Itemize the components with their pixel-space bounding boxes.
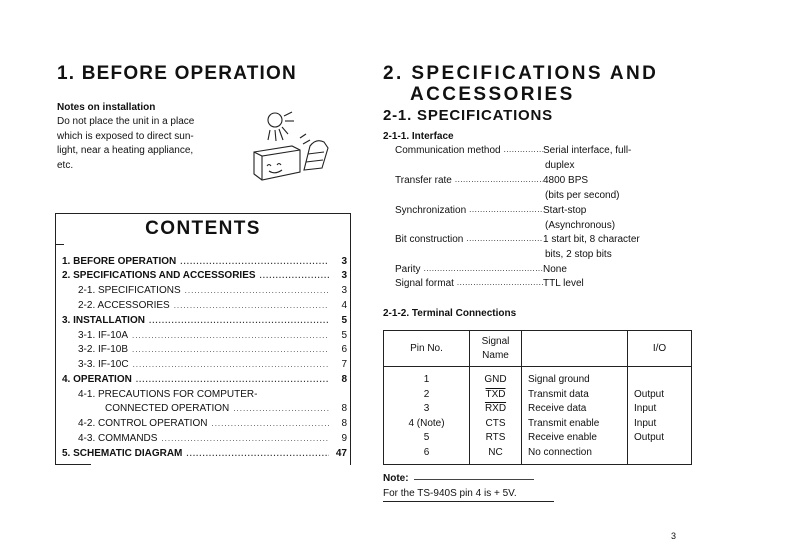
- heading-accessories-line: ACCESSORIES: [410, 84, 575, 105]
- toc-page: 47: [335, 448, 347, 459]
- heading-specifications-accessories: 2. SPECIFICATIONS AND: [383, 63, 659, 84]
- contents-bottom-rule: [55, 464, 91, 465]
- spec-value-cont: duplex: [545, 160, 575, 171]
- spec-bit-construction: [395, 234, 683, 245]
- toc-item-operation[interactable]: [62, 374, 347, 388]
- table-cell-description: Transmit data: [528, 388, 589, 400]
- spec-transfer-rate: [395, 175, 683, 186]
- toc-label: 3. INSTALLATION: [62, 315, 145, 326]
- notes-line: light, near a heating appliance,: [57, 145, 194, 156]
- table-cell-signal: $\overline{RXD}$: [484, 403, 507, 415]
- spec-value-cont: (bits per second): [545, 190, 620, 201]
- table-cell-description: No connection: [528, 446, 592, 458]
- spec-label: Transfer rate: [395, 175, 452, 186]
- toc-label: 4. OPERATION: [62, 374, 132, 385]
- iron-icon: [304, 141, 328, 170]
- subheading-specifications: 2-1. SPECIFICATIONS: [383, 107, 553, 124]
- spec-signal-format: [395, 278, 683, 289]
- toc-label: 2-2. ACCESSORIES: [78, 300, 170, 311]
- terminal-connections-table: [383, 330, 692, 465]
- table-cell-signal: NC: [488, 446, 503, 458]
- table-cell-signal: CTS: [485, 417, 506, 429]
- notes-line: which is exposed to direct sun-: [57, 130, 194, 142]
- table-cell-description: Transmit enable: [528, 417, 600, 429]
- table-header-pin: Pin No.: [384, 331, 470, 367]
- spec-label: Signal format: [395, 278, 454, 289]
- table-cell-description: Receive data: [528, 403, 587, 415]
- toc-page: 6: [341, 344, 347, 355]
- toc-item-precautions[interactable]: [78, 389, 347, 403]
- toc-label: 4-3. COMMANDS: [78, 433, 158, 444]
- table-cell-description: Receive enable: [528, 432, 597, 444]
- contents-rule: [55, 244, 64, 245]
- spec-label: Synchronization: [395, 205, 467, 216]
- table-cell-pin: 3: [423, 403, 430, 415]
- table-cell-pin: 4 (Note): [408, 417, 445, 429]
- toc-item-before-operation[interactable]: [62, 256, 347, 270]
- table-cell-signal: $\overline{TXD}$: [485, 388, 506, 400]
- toc-item-commands[interactable]: [78, 433, 347, 447]
- table-cell-description: Signal ground: [528, 374, 590, 385]
- spec-value: Start-stop: [543, 205, 587, 216]
- sun-heater-illustration: [248, 108, 338, 188]
- spec-synchronization: [395, 205, 683, 216]
- toc-label: 3-1. IF-10A: [78, 330, 129, 341]
- spec-value-cont: bits, 2 stop bits: [545, 249, 612, 260]
- table-cell-io: Input: [634, 403, 657, 415]
- note-rule: [414, 479, 534, 480]
- table-header-description: [522, 331, 628, 367]
- toc-page: 7: [341, 359, 347, 370]
- spec-label: Parity: [395, 264, 421, 275]
- toc-page: 3: [341, 270, 347, 281]
- note-bottom-rule: [383, 501, 554, 502]
- spec-value: 4800 BPS: [543, 175, 589, 186]
- spec-value: Serial interface, full-: [543, 145, 632, 156]
- spec-value: 1 start bit, 8 character: [543, 234, 640, 245]
- table-cell-io: Output: [634, 432, 665, 444]
- toc-page: 8: [341, 374, 347, 385]
- table-cell-io: Input: [634, 417, 657, 429]
- toc-item-specifications-accessories[interactable]: [62, 270, 347, 284]
- toc-item-accessories[interactable]: [78, 300, 347, 314]
- table-cell-pin: 1: [423, 374, 430, 385]
- toc-item-connected-operation[interactable]: [105, 403, 347, 417]
- toc-page: 3: [341, 285, 347, 296]
- table-header-io: I/O: [628, 331, 692, 367]
- io-column: [628, 367, 692, 465]
- spec-parity: [395, 264, 683, 275]
- toc-item-specifications[interactable]: [78, 285, 347, 299]
- spec-label: Communication method: [395, 145, 501, 156]
- toc-page: 4: [341, 300, 347, 311]
- table-cell-signal: GND: [484, 374, 507, 385]
- signal-header-line: Signal: [481, 335, 510, 347]
- heater-icon: [254, 146, 300, 180]
- toc-label: 1. BEFORE OPERATION: [62, 256, 177, 267]
- spec-value-cont: (Asynchronous): [545, 220, 616, 231]
- toc-page: 5: [341, 330, 347, 341]
- toc-page: 8: [341, 418, 347, 429]
- toc-item-if10c[interactable]: [78, 359, 347, 373]
- notes-text: [57, 115, 194, 173]
- table-cell-signal: RTS: [485, 432, 506, 444]
- subheading-interface: 2-1-1. Interface: [383, 131, 454, 142]
- spec-label: Bit construction: [395, 234, 464, 245]
- toc-item-installation[interactable]: [62, 315, 347, 329]
- notes-line: Do not place the unit in a place: [57, 116, 195, 127]
- toc-label: 5. SCHEMATIC DIAGRAM: [62, 448, 183, 459]
- toc-label: 4-1. PRECAUTIONS FOR COMPUTER-: [78, 389, 258, 400]
- signal-column: [470, 367, 522, 465]
- table-header-signal: [470, 331, 522, 367]
- table-cell-io: Output: [634, 388, 665, 400]
- toc-label: 3-2. IF-10B: [78, 344, 129, 355]
- signal-header-line: Name: [482, 349, 509, 361]
- toc-item-if10a[interactable]: [78, 330, 347, 344]
- table-cell-pin: 6: [423, 446, 430, 458]
- spec-value: None: [543, 264, 567, 275]
- contents-title: CONTENTS: [145, 218, 261, 239]
- toc-label: 4-2. CONTROL OPERATION: [78, 418, 208, 429]
- toc-page: 3: [341, 256, 347, 267]
- toc-item-schematic-diagram[interactable]: [62, 448, 347, 462]
- toc-label: CONNECTED OPERATION: [105, 403, 230, 414]
- heading-before-operation: 1. BEFORE OPERATION: [57, 63, 297, 84]
- spec-value: TTL level: [543, 278, 584, 289]
- toc-item-control-operation[interactable]: [78, 418, 347, 432]
- sun-icon: [268, 113, 282, 127]
- toc-label: 2-1. SPECIFICATIONS: [78, 285, 181, 296]
- notes-line: etc.: [57, 159, 74, 171]
- toc-item-if10b[interactable]: [78, 344, 347, 358]
- toc-page: 9: [341, 433, 347, 444]
- toc-label: 2. SPECIFICATIONS AND ACCESSORIES: [62, 270, 256, 281]
- note-text: For the TS-940S pin 4 is + 5V.: [383, 488, 517, 499]
- note-label: Note:: [383, 473, 409, 484]
- toc-page: 5: [341, 315, 347, 326]
- table-cell-io: [634, 373, 691, 388]
- spec-communication-method: [395, 145, 683, 156]
- pin-column: [384, 367, 470, 465]
- description-column: [522, 367, 628, 465]
- table-cell-pin: 2: [423, 388, 430, 400]
- toc-label: 3-3. IF-10C: [78, 359, 129, 370]
- toc-page: 8: [341, 403, 347, 414]
- notes-title: Notes on installation: [57, 102, 156, 113]
- page-number: 3: [671, 531, 677, 541]
- table-cell-io: [634, 446, 691, 461]
- subheading-terminal-connections: 2-1-2. Terminal Connections: [383, 308, 517, 319]
- table-cell-pin: 5: [423, 432, 430, 444]
